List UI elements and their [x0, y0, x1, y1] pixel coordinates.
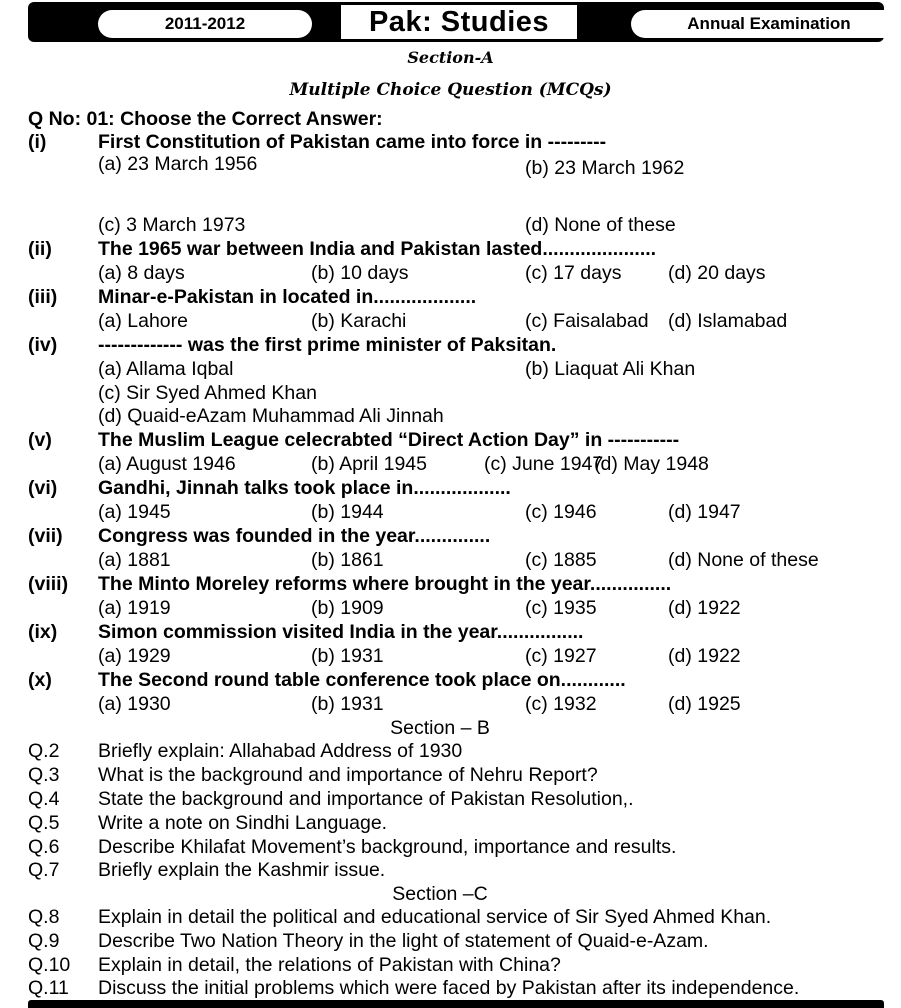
- option: (d) Islamabad: [668, 310, 788, 332]
- option: (a) 23 March 1956: [98, 153, 258, 175]
- option: (d) 20 days: [668, 262, 766, 284]
- option: (c) Faisalabad: [525, 310, 649, 332]
- question-text: Describe Khilafat Movement’s background, importance and results.: [98, 836, 677, 858]
- option: (a) 1945: [98, 501, 171, 523]
- question-text: The 1965 war between India and Pakistan lasted.....................: [98, 238, 657, 260]
- option: (d) 1922: [668, 597, 741, 619]
- section-c-title: Section –C: [392, 883, 488, 905]
- question-number: Q.10: [28, 954, 71, 976]
- question-number: (viii): [28, 573, 69, 595]
- question-number: (vii): [28, 525, 63, 547]
- option: (d) None of these: [525, 214, 676, 236]
- question-number: (x): [28, 669, 52, 691]
- mcq-heading: Multiple Choice Question (MCQs): [289, 80, 612, 100]
- option: (c) June 1947: [484, 453, 604, 475]
- paper-title: Pak: Studies: [338, 2, 580, 42]
- question-number: (ii): [28, 238, 52, 260]
- option: (a) 1881: [98, 549, 171, 571]
- section-a-title: Section-A: [407, 48, 494, 67]
- option: (b) 23 March 1962: [525, 157, 685, 179]
- question-number: Q.2: [28, 740, 60, 762]
- question-number: (i): [28, 131, 47, 153]
- question-text: Explain in detail, the relations of Pakistan with China?: [98, 954, 561, 976]
- option: (d) May 1948: [594, 453, 709, 475]
- option: (b) 1931: [311, 645, 384, 667]
- question-text: What is the background and importance of Nehru Report?: [98, 764, 598, 786]
- question-text: The Second round table conference took place on............: [98, 669, 626, 691]
- exam-type: Annual Examination: [631, 10, 901, 38]
- question-text: The Minto Moreley reforms where brought in the year...............: [98, 573, 672, 595]
- question-text: Gandhi, Jinnah talks took place in..................: [98, 477, 511, 499]
- option: (b) 1944: [311, 501, 384, 523]
- option: (a) 1929: [98, 645, 171, 667]
- question-number: Q.11: [28, 977, 69, 999]
- question-text: Simon commission visited India in the year................: [98, 621, 584, 643]
- question-text: The Muslim League celecrabted “Direct Action Day” in -----------: [98, 429, 680, 451]
- question-number: (vi): [28, 477, 58, 499]
- option: (c) 3 March 1973: [98, 214, 246, 236]
- question-text: Describe Two Nation Theory in the light of statement of Quaid-e-Azam.: [98, 930, 709, 952]
- option: (c) 1946: [525, 501, 597, 523]
- question-text: State the background and importance of Pakistan Resolution,.: [98, 788, 634, 810]
- question-text: Discuss the initial problems which were faced by Pakistan after its independence.: [98, 977, 800, 999]
- bottom-border: [28, 1000, 884, 1008]
- option: (b) April 1945: [311, 453, 427, 475]
- option: (a) Lahore: [98, 310, 188, 332]
- option: (b) 1931: [311, 693, 384, 715]
- question-text: Write a note on Sindhi Language.: [98, 812, 388, 834]
- exam-year: 2011-2012: [98, 10, 312, 38]
- option: (a) August 1946: [98, 453, 236, 475]
- option: (b) 1909: [311, 597, 384, 619]
- question-text: ------------- was the first prime minister of Paksitan.: [98, 334, 557, 356]
- option: (b) Karachi: [311, 310, 407, 332]
- question-number: Q.5: [28, 812, 60, 834]
- option: (d) 1925: [668, 693, 741, 715]
- q1-instruction: Q No: 01: Choose the Correct Answer:: [28, 108, 383, 130]
- question-number: (iv): [28, 334, 58, 356]
- option: (a) 8 days: [98, 262, 185, 284]
- question-number: (ix): [28, 621, 58, 643]
- option: (d) Quaid-eAzam Muhammad Ali Jinnah: [98, 405, 444, 427]
- question-text: First Constitution of Pakistan came into force in ---------: [98, 131, 607, 153]
- question-number: Q.6: [28, 836, 60, 858]
- option: (c) 1885: [525, 549, 597, 571]
- section-b-title: Section – B: [390, 717, 490, 739]
- question-text: Explain in detail the political and educational service of Sir Syed Ahmed Khan.: [98, 906, 772, 928]
- option: (d) None of these: [668, 549, 819, 571]
- option: (d) 1922: [668, 645, 741, 667]
- question-number: Q.8: [28, 906, 60, 928]
- option: (c) 1932: [525, 693, 597, 715]
- option: (c) 1935: [525, 597, 597, 619]
- option: (b) 10 days: [311, 262, 409, 284]
- option: (c) 1927: [525, 645, 597, 667]
- option: (a) 1930: [98, 693, 171, 715]
- option: (a) 1919: [98, 597, 171, 619]
- question-number: Q.9: [28, 930, 60, 952]
- question-number: Q.3: [28, 764, 60, 786]
- option: (c) Sir Syed Ahmed Khan: [98, 382, 317, 404]
- question-number: (iii): [28, 286, 58, 308]
- question-number: Q.4: [28, 788, 60, 810]
- question-text: Congress was founded in the year..............: [98, 525, 491, 547]
- question-text: Briefly explain the Kashmir issue.: [98, 859, 386, 881]
- option: (b) 1861: [311, 549, 384, 571]
- option: (d) 1947: [668, 501, 741, 523]
- question-number: (v): [28, 429, 52, 451]
- option: (a) Allama Iqbal: [98, 358, 234, 380]
- question-text: Minar-e-Pakistan in located in...................: [98, 286, 477, 308]
- option: (b) Liaquat Ali Khan: [525, 358, 696, 380]
- question-number: Q.7: [28, 859, 60, 881]
- question-text: Briefly explain: Allahabad Address of 1930: [98, 740, 463, 762]
- option: (c) 17 days: [525, 262, 622, 284]
